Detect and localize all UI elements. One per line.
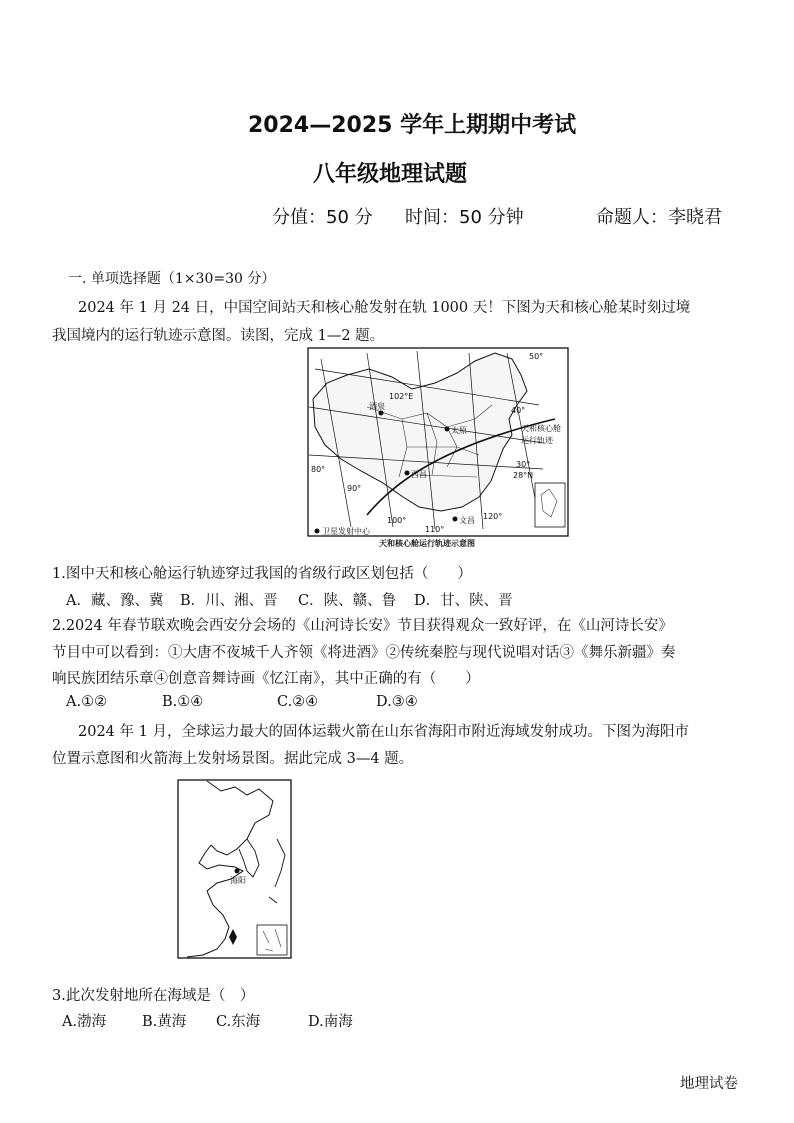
label-lon120: 120° [483,512,503,521]
label-lon100: 100° [387,516,407,525]
footer-label: 地理试卷 [680,1076,738,1092]
time-info: 时间：50 分钟 [405,207,524,228]
orbit-map [307,347,569,553]
haiyang-map [177,779,292,959]
q3-option-b[interactable]: B.黄海 [142,1014,187,1030]
q1-option-d[interactable]: D．甘、陕、晋 [414,593,513,609]
label-lon80: 80° [311,465,326,474]
label-track1: 天和核心舱 [521,424,561,433]
label-lon102: 102°E [389,392,414,401]
label-jiuquan: 酒泉 [369,402,385,411]
q2-line3: 响民族团结乐章④创意音舞诗画《忆江南》，其中正确的有（ ） [52,671,480,687]
label-xichang: 西昌 [411,470,427,479]
haiyang-map-figure [177,779,292,959]
q1-option-c[interactable]: C．陕、赣、鲁 [298,593,397,609]
q3-option-a[interactable]: A.渤海 [62,1014,107,1030]
q1-stem: 1.图中天和核心舱运行轨迹穿过我国的省级行政区划包括（ ） [52,566,472,582]
q3-option-c[interactable]: C.东海 [216,1014,261,1030]
q2-line1: 2.2024 年春节联欢晚会西安分会场的《山河诗长安》节目获得观众一致好评，在《山河诗长安》 [52,618,673,634]
legend-launch-center: 卫星发射中心 [322,527,370,536]
label-wenchang: 文昌 [459,516,475,525]
passage1-line2: 我国境内的运行轨迹示意图。读图，完成 1—2 题。 [52,328,385,344]
passage2-line2: 位置示意图和火箭海上发射场景图。据此完成 3—4 题。 [52,751,414,767]
label-taiyuan: 太原 [451,426,467,435]
q1-option-a[interactable]: A．藏、豫、冀 [66,593,164,609]
label-lat28: 28°N [513,471,534,480]
label-lon110: 110° [425,525,445,534]
label-lon90: 90° [347,484,362,493]
q3-stem: 3.此次发射地所在海域是（ ） [52,988,255,1004]
orbit-map-figure [307,347,569,553]
label-lat30: 30° [516,460,531,469]
exam-title: 2024—2025 学年上期期中考试 [248,113,577,138]
section-heading: 一. 单项选择题（1×30=30 分） [68,271,276,287]
q2-option-b[interactable]: B.①④ [162,694,204,710]
q2-option-c[interactable]: C.②④ [277,694,319,710]
label-lat50: 50° [529,352,544,361]
q2-line2: 节目中可以看到：①大唐不夜城千人齐领《将进酒》②传统秦腔与现代说唱对话③《舞乐新疆》奏 [52,645,676,661]
q2-option-a[interactable]: A.①② [66,694,108,710]
passage1-line1: 2024 年 1 月 24 日，中国空间站天和核心舱发射在轨 1000 天！下图为天和核心舱某时刻过境 [78,300,691,316]
score-info: 分值：50 分 [272,207,373,228]
label-haiyang: 海阳 [230,876,246,885]
label-lat40: 40° [511,406,526,415]
q1-option-b[interactable]: B．川、湘、晋 [180,593,278,609]
q3-option-d[interactable]: D.南海 [308,1014,353,1030]
author-info: 命题人：李晓君 [596,207,722,228]
haiyang-marker-icon [235,869,240,874]
exam-subtitle: 八年级地理试题 [313,162,468,187]
label-track2: 运行轨迹 [521,436,553,445]
q2-option-d[interactable]: D.③④ [376,694,418,710]
passage2-line1: 2024 年 1 月，全球运力最大的固体运载火箭在山东省海阳市附近海域发射成功。下图为海阳市 [78,724,689,740]
map1-caption: 天和核心舱运行轨迹示意图 [379,539,475,548]
